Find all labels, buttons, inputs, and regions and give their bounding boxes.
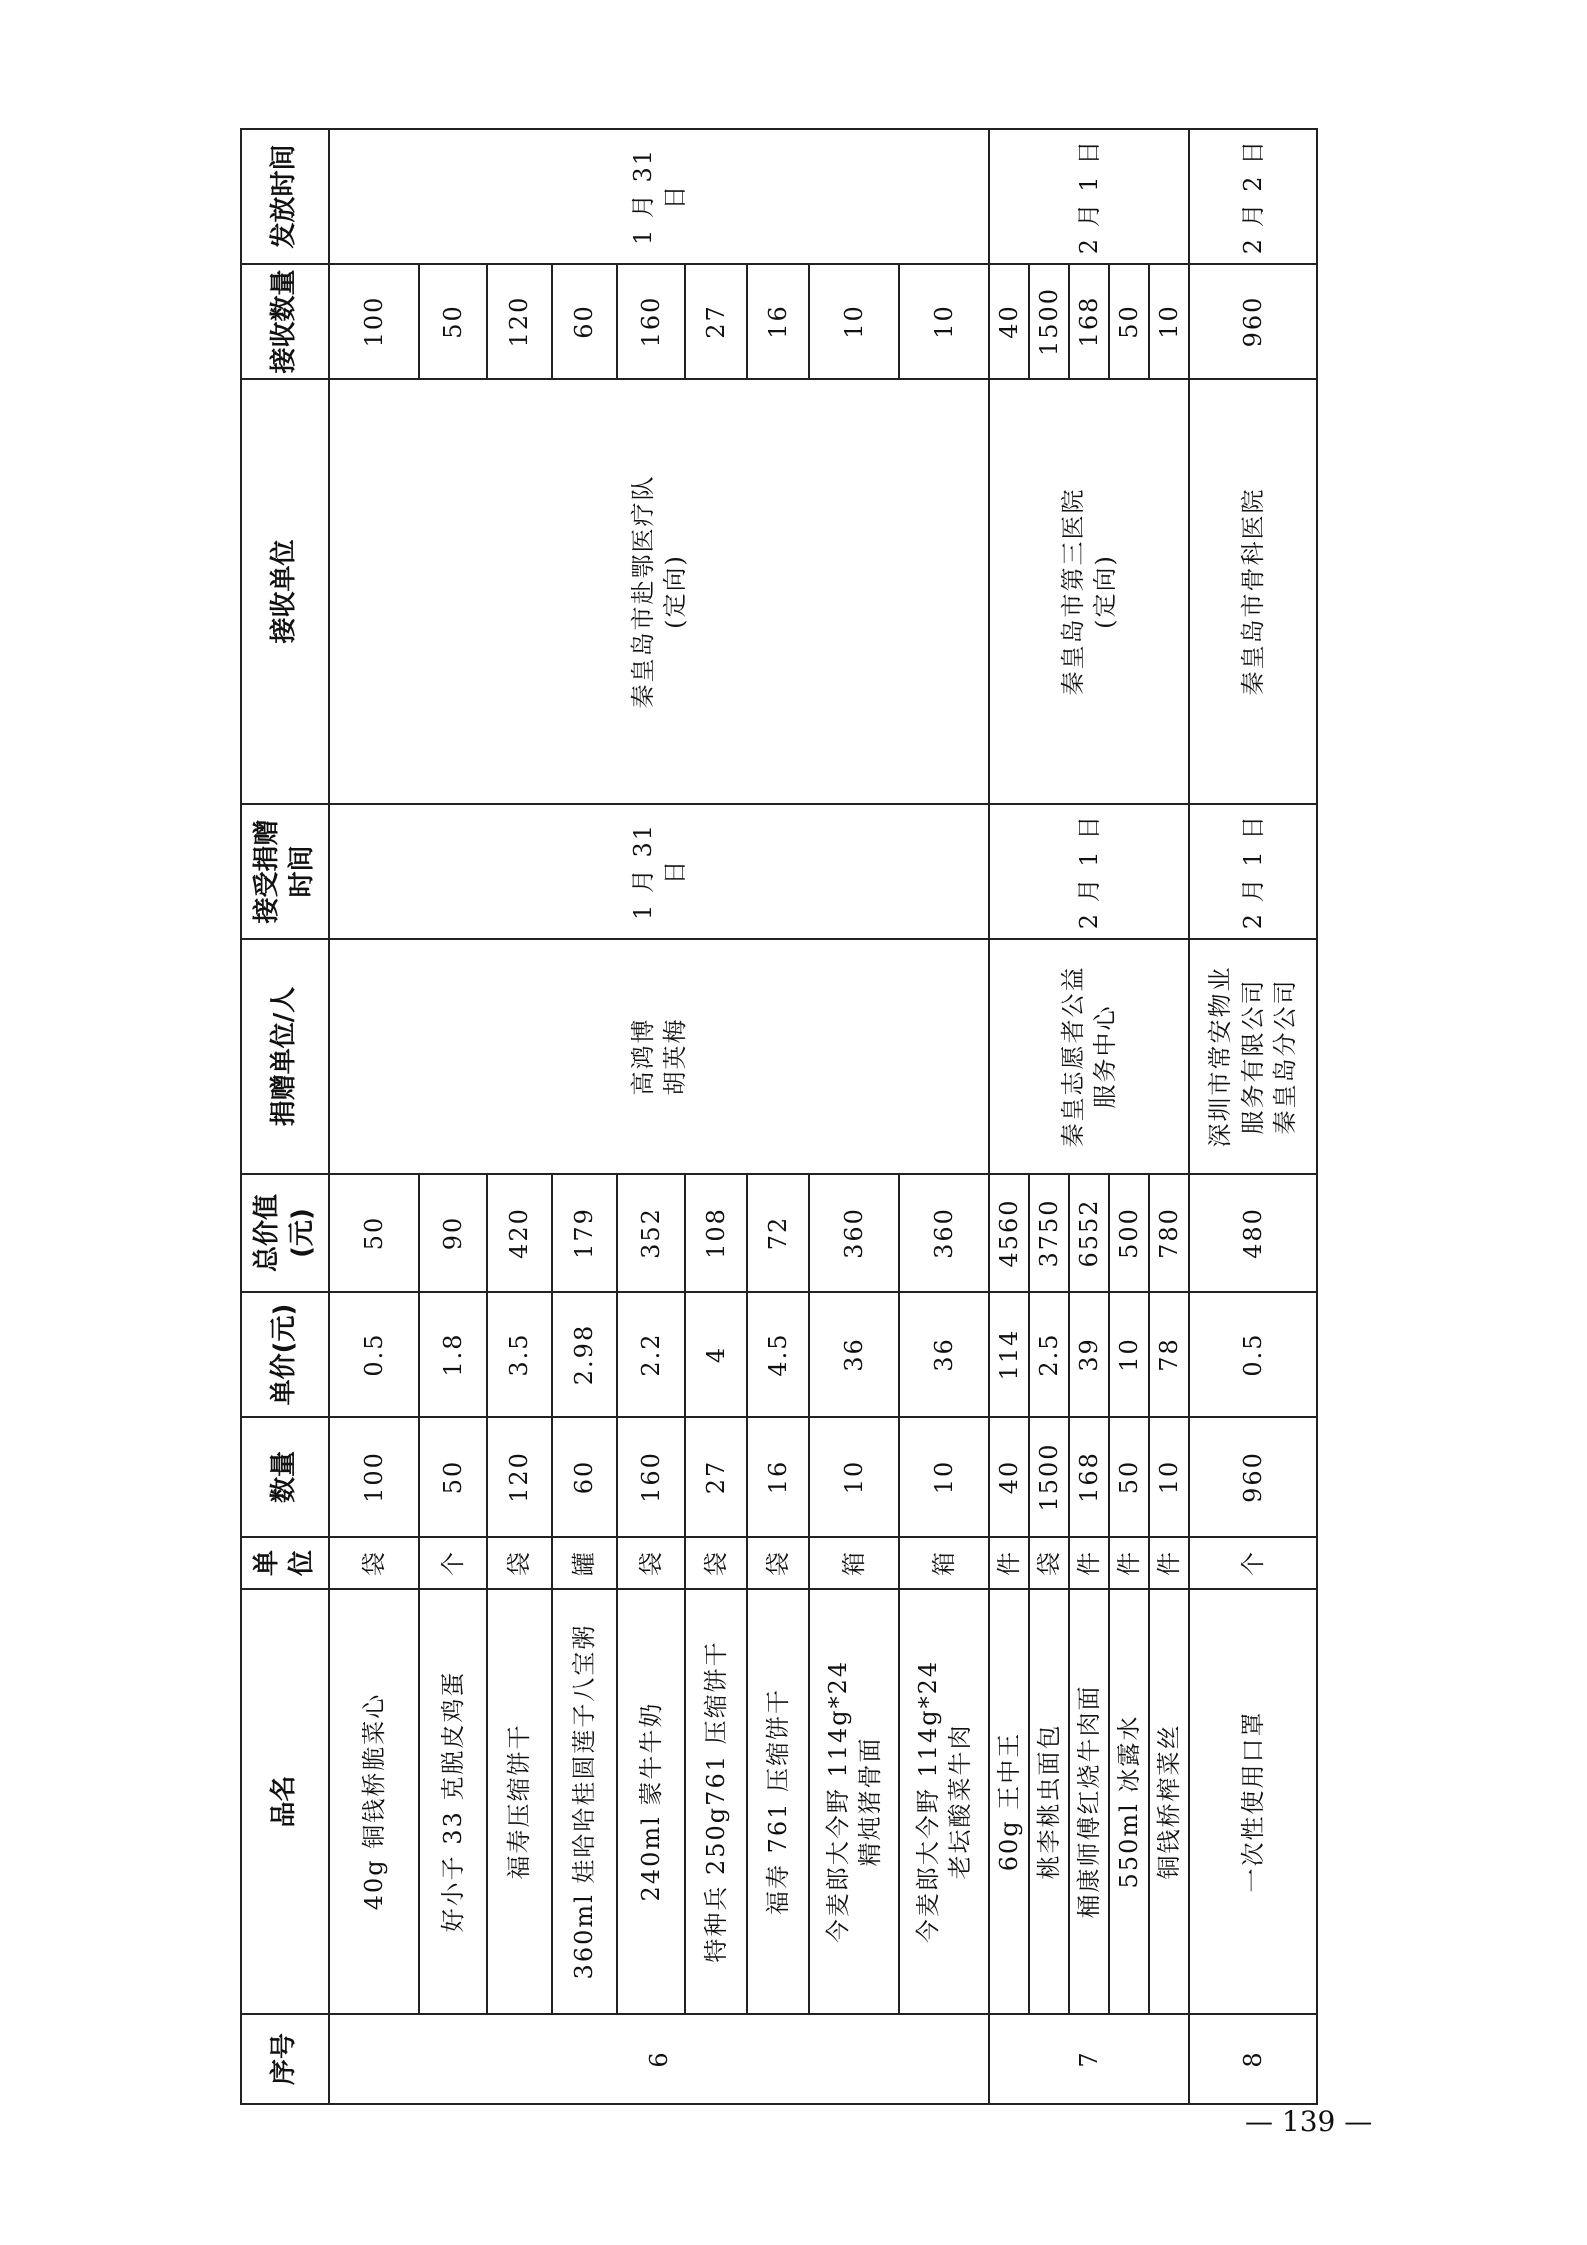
item-name: 福寿 761 压缩饼干 <box>747 1589 809 2014</box>
donation-table <box>240 128 1318 2105</box>
header-recv-qty: 接收数量 <box>241 264 329 379</box>
recv-qty: 50 <box>419 264 487 379</box>
item-price: 4.5 <box>747 1292 809 1417</box>
item-unit: 件 <box>1149 1537 1189 1589</box>
item-price: 2.5 <box>1029 1292 1069 1417</box>
item-qty: 50 <box>1109 1417 1149 1537</box>
header-unit: 单位 <box>241 1537 329 1589</box>
donate-time-cell: 2 月 1 日 <box>1189 804 1317 939</box>
item-unit: 袋 <box>685 1537 747 1589</box>
item-total: 72 <box>747 1174 809 1292</box>
recv-qty: 40 <box>989 264 1029 379</box>
item-price: 0.5 <box>329 1292 419 1417</box>
item-qty: 60 <box>552 1417 617 1537</box>
item-total: 360 <box>809 1174 899 1292</box>
header-receiver: 接收单位 <box>241 379 329 804</box>
item-total: 480 <box>1189 1174 1317 1292</box>
donate-time-cell: 1 月 31 日 <box>329 804 989 939</box>
seq-cell: 8 <box>1189 2014 1317 2104</box>
item-unit: 件 <box>1069 1537 1109 1589</box>
item-name: 福寿压缩饼干 <box>487 1589 552 2014</box>
item-unit: 袋 <box>1029 1537 1069 1589</box>
item-total: 50 <box>329 1174 419 1292</box>
item-total: 4560 <box>989 1174 1029 1292</box>
receiver-cell: 秦皇岛市第三医院 (定向) <box>989 379 1189 804</box>
item-price: 2.2 <box>617 1292 685 1417</box>
item-price: 3.5 <box>487 1292 552 1417</box>
issue-time-cell: 2 月 1 日 <box>989 129 1189 264</box>
item-qty: 50 <box>419 1417 487 1537</box>
item-name: 今麦郎大今野 114g*24 精炖猪骨面 <box>809 1589 899 2014</box>
item-qty: 160 <box>617 1417 685 1537</box>
header-donor: 捐赠单位/人 <box>241 939 329 1174</box>
item-total: 108 <box>685 1174 747 1292</box>
donor-cell: 高鸿博 胡英梅 <box>329 939 989 1174</box>
item-unit: 件 <box>1109 1537 1149 1589</box>
item-name: 550ml 冰露水 <box>1109 1589 1149 2014</box>
header-price: 单价(元) <box>241 1292 329 1417</box>
item-total: 352 <box>617 1174 685 1292</box>
recv-qty: 960 <box>1189 264 1317 379</box>
item-total: 360 <box>899 1174 989 1292</box>
header-row <box>241 129 329 2104</box>
item-qty: 10 <box>899 1417 989 1537</box>
item-unit: 袋 <box>487 1537 552 1589</box>
item-total: 90 <box>419 1174 487 1292</box>
item-qty: 16 <box>747 1417 809 1537</box>
header-issue-time: 发放时间 <box>241 129 329 264</box>
table-row <box>329 129 419 2104</box>
recv-qty: 60 <box>552 264 617 379</box>
item-unit: 罐 <box>552 1537 617 1589</box>
item-unit: 袋 <box>329 1537 419 1589</box>
item-unit: 袋 <box>747 1537 809 1589</box>
item-name: 特种兵 250g761 压缩饼干 <box>685 1589 747 2014</box>
recv-qty: 100 <box>329 264 419 379</box>
item-total: 780 <box>1149 1174 1189 1292</box>
item-total: 420 <box>487 1174 552 1292</box>
item-name: 40g 铜钱桥脆菜心 <box>329 1589 419 2014</box>
recv-qty: 120 <box>487 264 552 379</box>
recv-qty: 1500 <box>1029 264 1069 379</box>
item-unit: 件 <box>989 1537 1029 1589</box>
item-price: 36 <box>809 1292 899 1417</box>
item-qty: 27 <box>685 1417 747 1537</box>
recv-qty: 10 <box>1149 264 1189 379</box>
item-price: 39 <box>1069 1292 1109 1417</box>
recv-qty: 160 <box>617 264 685 379</box>
issue-time-cell: 1 月 31 日 <box>329 129 989 264</box>
receiver-cell: 秦皇岛市骨科医院 <box>1189 379 1317 804</box>
item-name: 桃李桃虫面包 <box>1029 1589 1069 2014</box>
item-qty: 1500 <box>1029 1417 1069 1537</box>
table-row <box>1189 129 1317 2104</box>
item-name: 好小子 33 克脱皮鸡蛋 <box>419 1589 487 2014</box>
item-name: 一次性使用口罩 <box>1189 1589 1317 2014</box>
header-donate-time: 接受捐赠时间 <box>241 804 329 939</box>
recv-qty: 27 <box>685 264 747 379</box>
item-name: 60g 王中王 <box>989 1589 1029 2014</box>
seq-cell: 6 <box>329 2014 989 2104</box>
item-price: 114 <box>989 1292 1029 1417</box>
item-qty: 40 <box>989 1417 1029 1537</box>
item-name: 铜钱桥榨菜丝 <box>1149 1589 1189 2014</box>
recv-qty: 10 <box>899 264 989 379</box>
item-qty: 10 <box>809 1417 899 1537</box>
donate-time-cell: 2 月 1 日 <box>989 804 1189 939</box>
header-name: 品名 <box>241 1589 329 2014</box>
receiver-cell: 秦皇岛市赴鄂医疗队 (定向) <box>329 379 989 804</box>
header-qty: 数量 <box>241 1417 329 1537</box>
header-total: 总价值(元) <box>241 1174 329 1292</box>
item-price: 2.98 <box>552 1292 617 1417</box>
donor-cell: 深圳市常安物业 服务有限公司 秦皇岛分公司 <box>1189 939 1317 1174</box>
item-qty: 120 <box>487 1417 552 1537</box>
item-unit: 箱 <box>899 1537 989 1589</box>
item-unit: 袋 <box>617 1537 685 1589</box>
item-price: 0.5 <box>1189 1292 1317 1417</box>
page-number: — 139 — <box>1245 2105 1373 2138</box>
header-seq: 序号 <box>241 2014 329 2104</box>
item-unit: 箱 <box>809 1537 899 1589</box>
item-name: 桶康师傅红烧牛肉面 <box>1069 1589 1109 2014</box>
item-qty: 960 <box>1189 1417 1317 1537</box>
item-unit: 个 <box>1189 1537 1317 1589</box>
item-qty: 168 <box>1069 1417 1109 1537</box>
item-unit: 个 <box>419 1537 487 1589</box>
item-total: 500 <box>1109 1174 1149 1292</box>
recv-qty: 16 <box>747 264 809 379</box>
item-name: 360ml 娃哈哈桂圆莲子八宝粥 <box>552 1589 617 2014</box>
issue-time-cell: 2 月 2 日 <box>1189 129 1317 264</box>
item-qty: 10 <box>1149 1417 1189 1537</box>
item-price: 36 <box>899 1292 989 1417</box>
table-row <box>989 129 1029 2104</box>
item-name: 240ml 蒙牛牛奶 <box>617 1589 685 2014</box>
item-total: 179 <box>552 1174 617 1292</box>
item-name: 今麦郎大今野 114g*24 老坛酸菜牛肉 <box>899 1589 989 2014</box>
recv-qty: 10 <box>809 264 899 379</box>
seq-cell: 7 <box>989 2014 1189 2104</box>
item-price: 78 <box>1149 1292 1189 1417</box>
donor-cell: 秦皇志愿者公益 服务中心 <box>989 939 1189 1174</box>
item-price: 10 <box>1109 1292 1149 1417</box>
recv-qty: 168 <box>1069 264 1109 379</box>
item-total: 6552 <box>1069 1174 1109 1292</box>
item-qty: 100 <box>329 1417 419 1537</box>
item-price: 4 <box>685 1292 747 1417</box>
item-total: 3750 <box>1029 1174 1069 1292</box>
item-price: 1.8 <box>419 1292 487 1417</box>
recv-qty: 50 <box>1109 264 1149 379</box>
